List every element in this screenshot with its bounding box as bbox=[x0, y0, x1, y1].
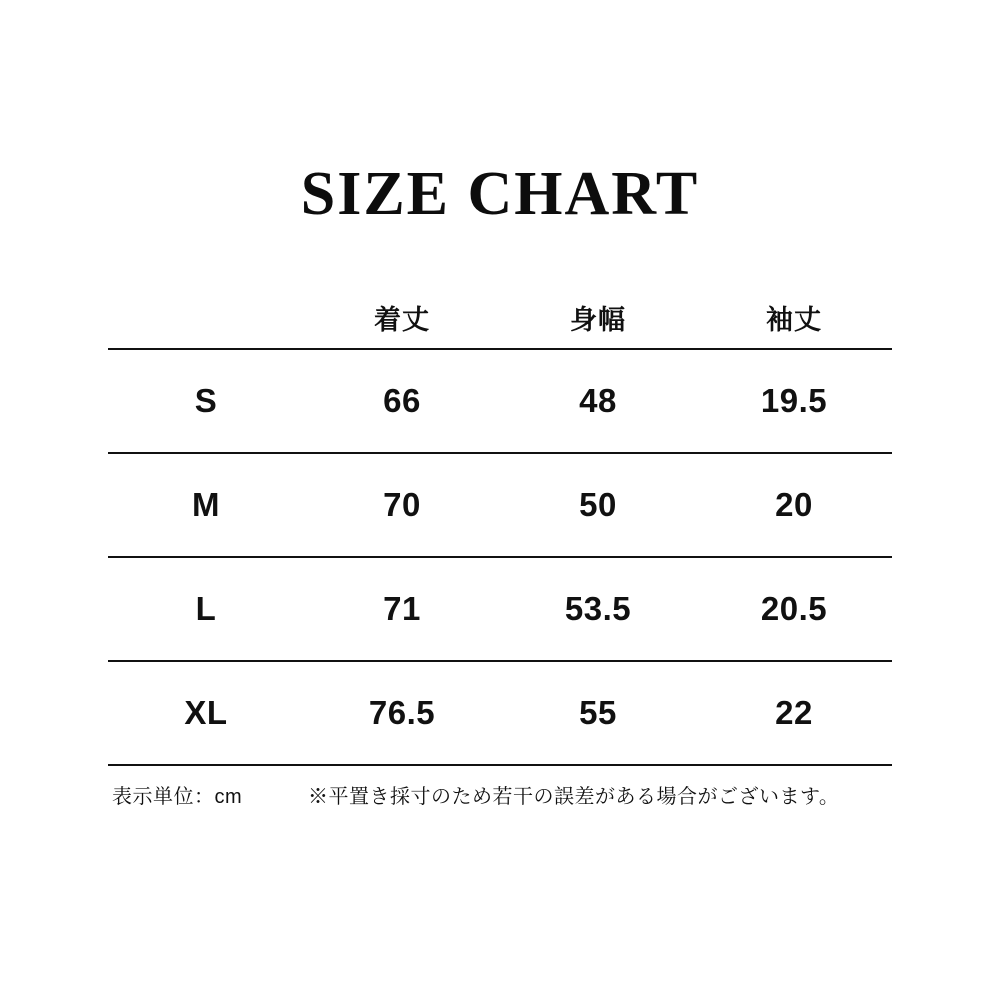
cell-l-sleeve: 20.5 bbox=[760, 590, 828, 628]
table-row bbox=[108, 661, 892, 765]
row-label-s: S bbox=[194, 382, 218, 420]
cell-s-sleeve: 19.5 bbox=[760, 382, 828, 420]
cell-xl-length: 76.5 bbox=[368, 694, 436, 732]
table-header bbox=[108, 286, 892, 349]
row-label-xl: XL bbox=[184, 694, 228, 732]
row-label-m: M bbox=[192, 486, 220, 524]
cell-m-sleeve: 20 bbox=[775, 486, 813, 524]
table-footnote bbox=[108, 780, 892, 809]
page-title: SIZE CHART bbox=[300, 160, 700, 228]
cell-s-width: 48 bbox=[579, 382, 617, 420]
table-row bbox=[108, 557, 892, 661]
column-header-width: 身幅 bbox=[570, 304, 626, 335]
unit-label: 表示単位：cm bbox=[112, 786, 243, 809]
table-header-row bbox=[108, 286, 892, 349]
cell-l-length: 71 bbox=[383, 590, 421, 628]
column-header-sleeve: 袖丈 bbox=[766, 304, 822, 335]
cell-s-length: 66 bbox=[383, 382, 421, 420]
table-body bbox=[108, 349, 892, 765]
table-row bbox=[108, 349, 892, 453]
column-header-length: 着丈 bbox=[374, 304, 430, 335]
cell-xl-sleeve: 22 bbox=[775, 694, 813, 732]
size-chart-container bbox=[108, 160, 892, 809]
row-label-l: L bbox=[195, 590, 217, 628]
cell-xl-width: 55 bbox=[579, 694, 617, 732]
cell-m-length: 70 bbox=[383, 486, 421, 524]
measurement-note: ※平置き採寸のため若干の誤差がある場合がございます。 bbox=[308, 786, 840, 809]
size-chart-table bbox=[108, 286, 892, 766]
table-row bbox=[108, 453, 892, 557]
cell-l-width: 53.5 bbox=[564, 590, 632, 628]
cell-m-width: 50 bbox=[579, 486, 617, 524]
column-header-size bbox=[108, 286, 304, 349]
